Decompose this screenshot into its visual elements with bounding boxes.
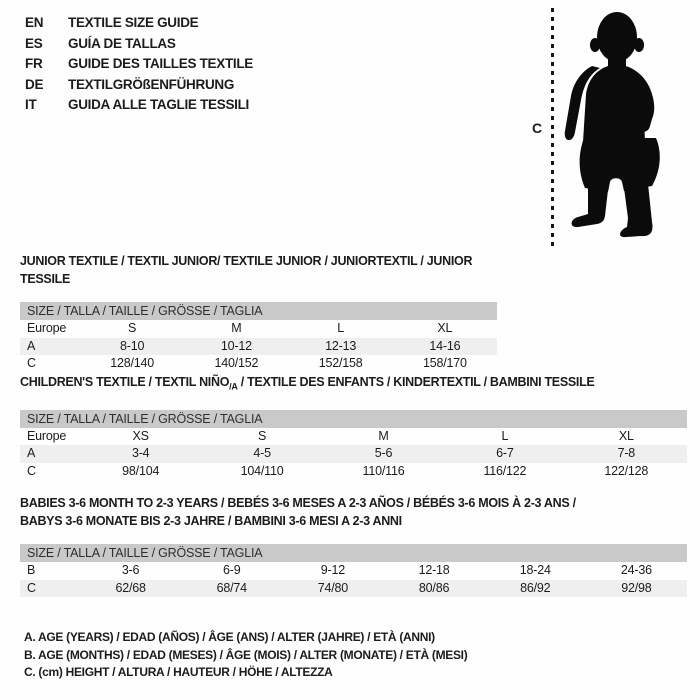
lang-code: FR xyxy=(25,56,43,71)
height-cell: 140/152 xyxy=(214,356,259,370)
age-cell: 6-7 xyxy=(496,446,514,460)
height-measure-dashed-line xyxy=(551,8,554,246)
age-cell: 9-12 xyxy=(320,563,346,577)
table-row-europe xyxy=(20,320,497,338)
table-row-height-cm xyxy=(20,580,687,598)
table-row-europe xyxy=(20,428,687,446)
size-cell: S xyxy=(128,321,137,335)
row-label: Europe xyxy=(27,428,67,443)
legend-line-age-years: A. AGE (YEARS) / EDAD (AÑOS) / ÂGE (ANS) / ALTER (JAHRE) / ETÀ (ANNI) xyxy=(24,630,435,644)
babies-section-title-line2: BABYS 3-6 MONATE BIS 2-3 JAHRE / BAMBINI 3-6 MESI A 2-3 ANNI xyxy=(20,514,402,528)
table-row-age-years xyxy=(20,338,497,356)
size-cell: XS xyxy=(132,428,149,443)
babies-size-table xyxy=(20,544,687,597)
guide-title-en: TEXTILE SIZE GUIDE xyxy=(68,15,199,30)
age-cell: 4-5 xyxy=(253,446,271,460)
age-cell: 18-24 xyxy=(519,563,551,577)
table-row-height-cm xyxy=(20,355,497,373)
size-table-header: SIZE / TALLA / TAILLE / GRÖSSE / TAGLIA xyxy=(20,544,687,562)
title-prefix: CHILDREN'S TEXTILE / TEXTIL NIÑO xyxy=(20,375,230,389)
size-table-header: SIZE / TALLA / TAILLE / GRÖSSE / TAGLIA xyxy=(20,410,687,428)
junior-size-table xyxy=(20,302,497,373)
height-cell: 86/92 xyxy=(520,580,551,595)
height-cell: 62/68 xyxy=(115,580,146,595)
height-cell: 80/86 xyxy=(418,580,450,595)
age-cell: 24-36 xyxy=(620,563,652,577)
title-subscript: /A xyxy=(229,381,238,392)
age-cell: 10-12 xyxy=(220,338,252,353)
age-cell: 6-9 xyxy=(223,563,241,577)
age-cell: 5-6 xyxy=(374,446,393,460)
junior-section-title: JUNIOR TEXTILE / TEXTIL JUNIOR/ TEXTILE JUNIOR / JUNIORTEXTIL / JUNIOR TESSILE xyxy=(20,254,473,286)
legend-line-height: C. (cm) HEIGHT / ALTURA / HAUTEUR / HÖHE / ALTEZZA xyxy=(24,665,333,679)
section-babies-textile xyxy=(20,494,687,597)
height-cell: 68/74 xyxy=(216,580,247,595)
height-cell: 152/158 xyxy=(318,356,363,370)
toddler-silhouette-icon xyxy=(560,6,664,246)
height-cell: 158/170 xyxy=(422,356,467,370)
age-cell: 12-18 xyxy=(418,563,450,577)
guide-title-de: TEXTILGRÖßENFÜHRUNG xyxy=(68,76,235,92)
row-label: C xyxy=(27,463,36,478)
height-cell: 122/128 xyxy=(604,463,649,478)
lang-row-fr xyxy=(25,54,253,75)
height-cell: 128/140 xyxy=(110,356,155,370)
age-cell: 8-10 xyxy=(120,338,145,353)
table-row-height-cm xyxy=(20,463,687,481)
row-label: B xyxy=(27,563,36,577)
lang-code: IT xyxy=(25,97,37,112)
lang-code: ES xyxy=(25,35,43,51)
guide-title-it: GUIDA ALLE TAGLIE TESSILI xyxy=(68,97,249,112)
babies-section-title-line1: BABIES 3-6 MONTH TO 2-3 YEARS / BEBÉS 3-6 MESES A 2-3 AÑOS / BÉBÉS 3-6 MOIS À 2-3 ANS / xyxy=(20,496,576,510)
size-table-header: SIZE / TALLA / TAILLE / GRÖSSE / TAGLIA xyxy=(20,302,497,320)
row-label: A xyxy=(27,338,36,353)
height-cell: 104/110 xyxy=(240,463,284,478)
age-cell: 3-6 xyxy=(121,563,140,577)
lang-code: EN xyxy=(25,15,44,30)
childrens-size-table xyxy=(20,410,687,481)
row-label: Europe xyxy=(27,321,67,335)
lang-row-it xyxy=(25,95,253,116)
size-cell: XL xyxy=(618,428,634,443)
height-cell: 74/80 xyxy=(317,580,349,595)
height-cell: 116/122 xyxy=(483,463,527,478)
lang-row-en xyxy=(25,13,253,34)
lang-code: DE xyxy=(25,76,44,92)
height-cell: 98/104 xyxy=(122,463,160,478)
size-cell: S xyxy=(258,428,267,443)
size-cell: M xyxy=(378,428,389,443)
size-cell: L xyxy=(337,321,344,335)
guide-title-es: GUÍA DE TALLAS xyxy=(68,35,176,51)
row-label: A xyxy=(27,446,36,460)
table-row-age-years xyxy=(20,445,687,463)
lang-row-es xyxy=(25,34,253,55)
title-suffix: / TEXTILE DES ENFANTS / KINDERTEXTIL / BAMBINI TESSILE xyxy=(237,375,595,389)
height-cell: 110/116 xyxy=(362,463,405,478)
table-row-age-months xyxy=(20,562,687,580)
size-cell: XL xyxy=(437,321,453,335)
legend-line-age-months: B. AGE (MONTHS) / EDAD (MESES) / ÂGE (MOIS) / ALTER (MONATE) / ETÀ (MESI) xyxy=(24,647,468,662)
size-cell: M xyxy=(231,321,242,335)
row-label: C xyxy=(27,580,36,595)
childrens-section-title xyxy=(20,373,687,396)
size-cell: L xyxy=(501,428,509,443)
age-cell: 7-8 xyxy=(617,446,636,460)
age-cell: 12-13 xyxy=(325,338,357,353)
row-label: C xyxy=(27,356,36,370)
section-childrens-textile xyxy=(20,373,687,480)
section-junior-textile xyxy=(20,252,497,373)
age-cell: 14-16 xyxy=(429,338,461,353)
lang-row-de xyxy=(25,75,253,96)
height-measure-label: C xyxy=(532,120,543,136)
language-title-list xyxy=(25,13,253,116)
guide-title-fr: GUIDE DES TAILLES TEXTILE xyxy=(68,56,254,71)
height-cell: 92/98 xyxy=(621,580,652,595)
age-cell: 3-4 xyxy=(131,446,150,460)
measurement-legend xyxy=(24,629,467,682)
